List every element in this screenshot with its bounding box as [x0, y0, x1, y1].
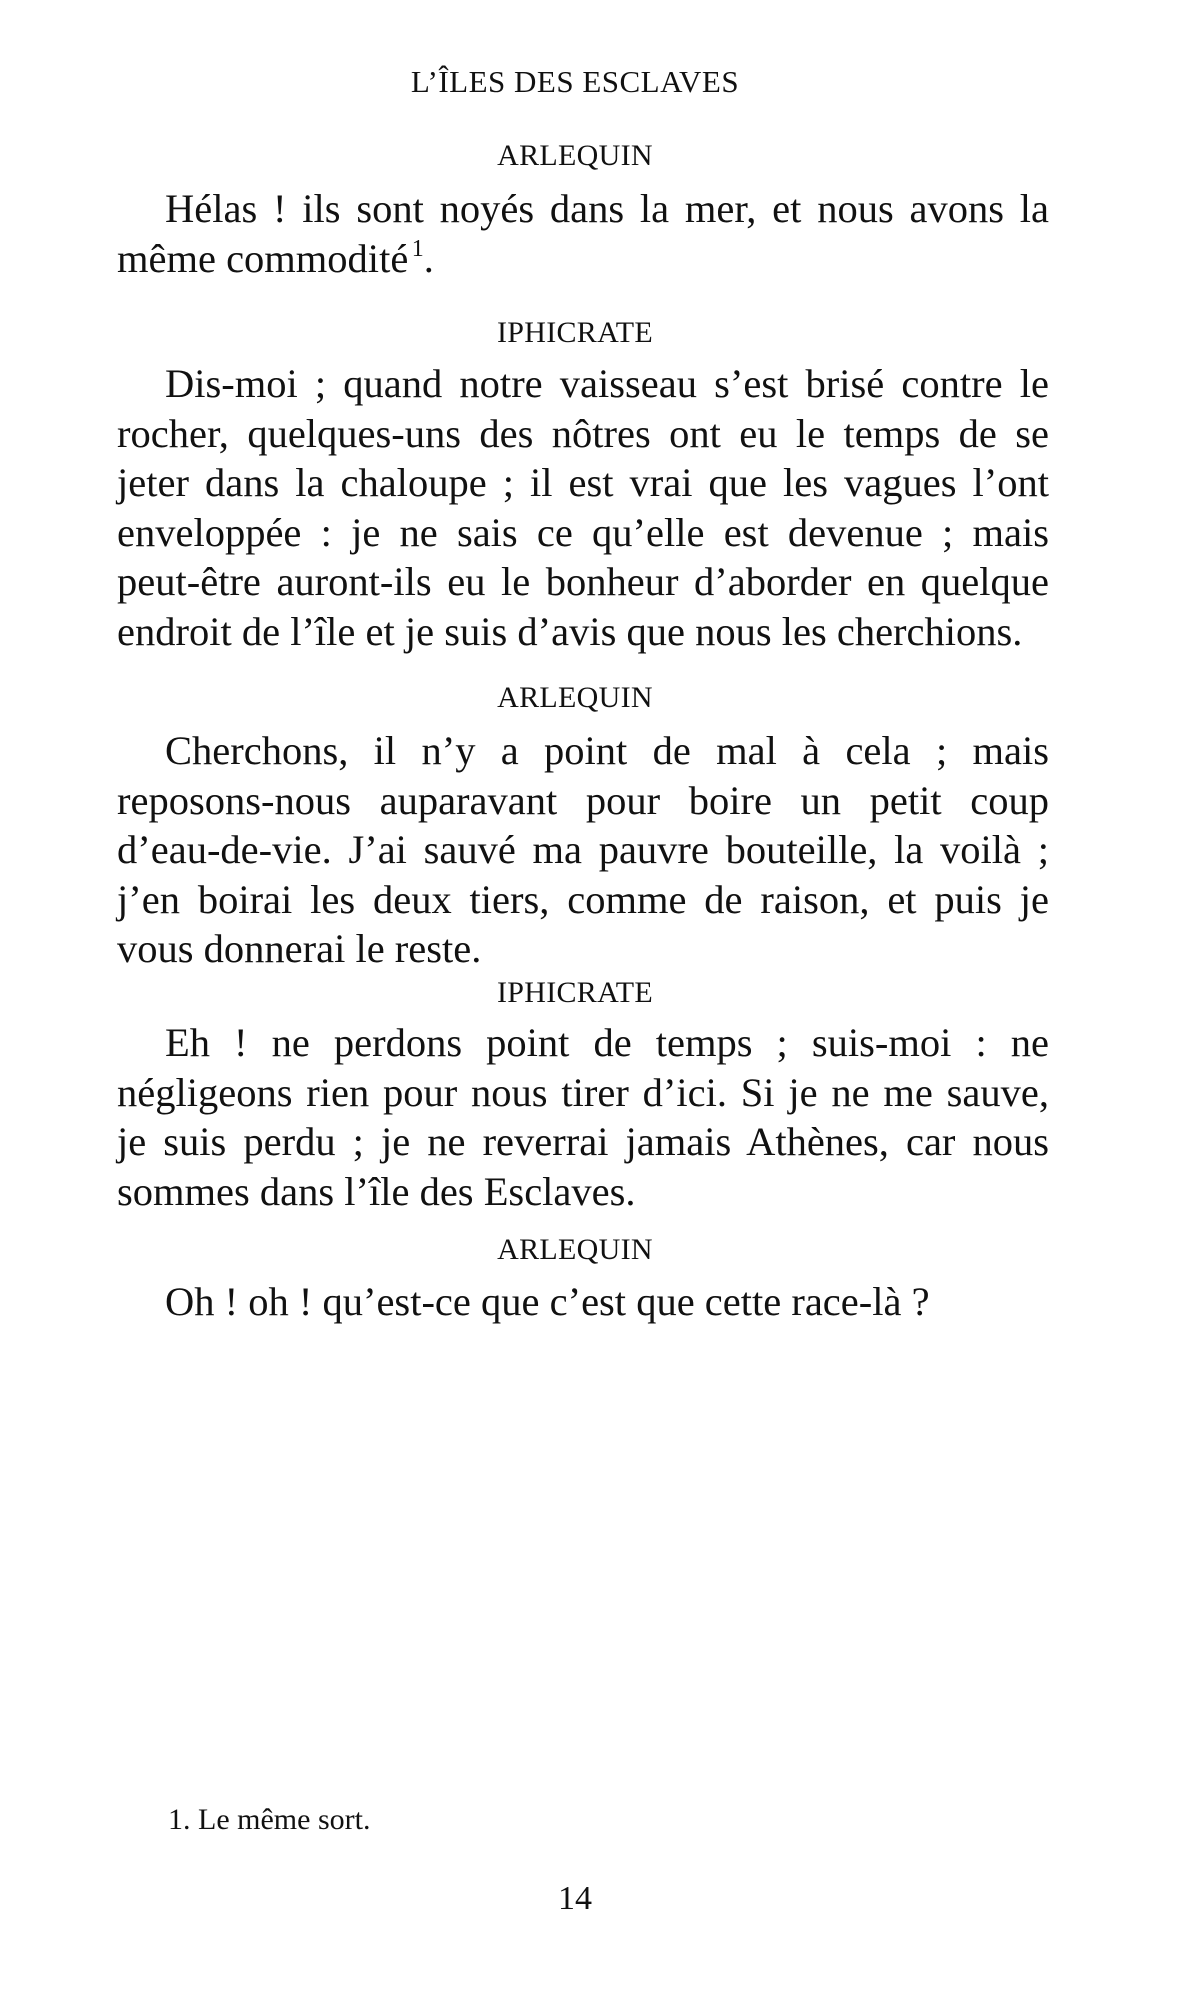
speaker-name: ARLEQUIN — [497, 1233, 653, 1266]
speech-punctuation: . — [423, 235, 434, 281]
footnote-mark: 1 — [411, 235, 424, 262]
speaker-name: ARLEQUIN — [497, 139, 653, 172]
speech-text — [117, 359, 1049, 656]
speech-paragraph: Oh ! oh ! qu’est-ce que c’est que cette race-là ? — [165, 1279, 930, 1324]
page-number: 14 — [558, 1880, 592, 1917]
speech-line: Hélas ! ils sont noyés dans la mer, et nous avons la même commodité — [117, 186, 1049, 281]
speech-text — [117, 726, 1049, 974]
footnote: 1. Le même sort. — [168, 1803, 371, 1836]
speech-text — [117, 1277, 1049, 1327]
speaker-name: ARLEQUIN — [497, 681, 653, 714]
speech-paragraph — [117, 184, 1049, 283]
speaker-name: IPHICRATE — [496, 976, 654, 1009]
speech-paragraph: Dis-moi ; quand notre vaisseau s’est brisé contre le rocher, quelques-uns des nôtres ont eu le temps de se jeter dans la chaloupe ; il est vrai que les vagues l’ont enveloppée : je ne sais ce qu’elle est devenue ; mais peut-être auront-ils eu le bonheur d’aborder en quelque endroit de l’île et je suis d’avis que nous les cherchions. — [117, 361, 1049, 654]
speech-text — [117, 184, 1049, 283]
speech-paragraph: Eh ! ne perdons point de temps ; suis-moi : ne négligeons rien pour nous tirer d’ici. Si je ne me sauve, je suis perdu ; je ne reverrai jamais Athènes, car nous sommes dans l’île des Esclaves. — [117, 1020, 1049, 1214]
speaker-name: IPHICRATE — [496, 316, 654, 349]
speech-paragraph: Cherchons, il n’y a point de mal à cela ; mais reposons-nous auparavant pour boire un petit coup d’eau-de-vie. J’ai sauvé ma pauvre bouteille, la voilà ; j’en boirai les deux tiers, comme de raison, et puis je vous donnerai le reste. — [117, 728, 1049, 971]
running-head: L’ÎLES DES ESCLAVES — [410, 64, 740, 99]
speech-text — [117, 1018, 1049, 1216]
